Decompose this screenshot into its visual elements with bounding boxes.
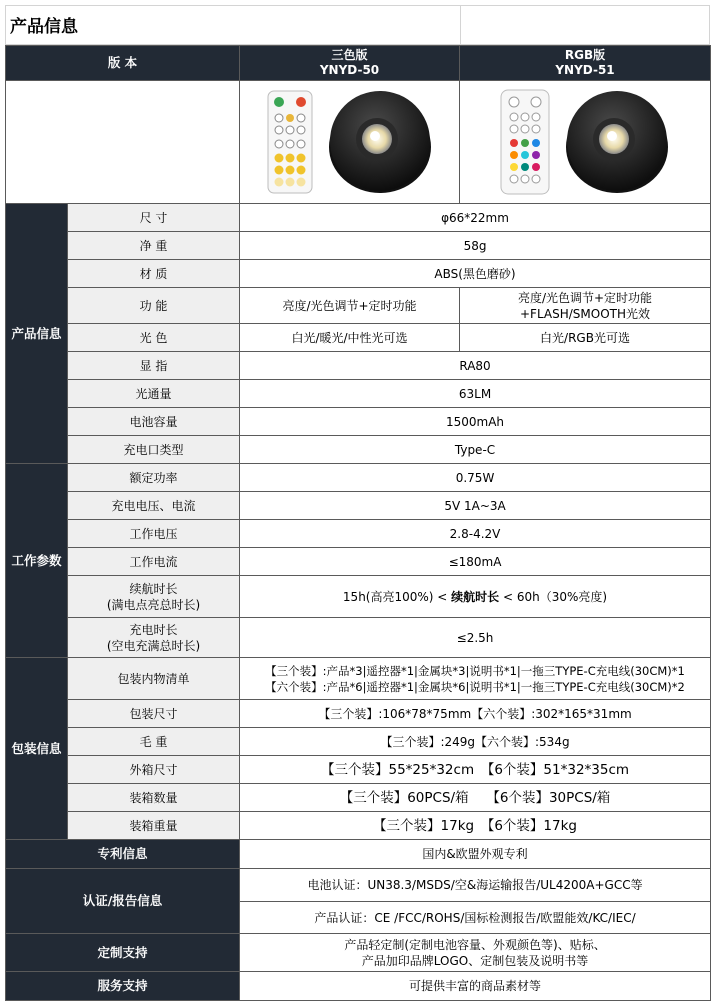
row-label-pack-size: 包装尺寸 (68, 700, 240, 728)
table-row (6, 576, 711, 618)
row-value-endurance (240, 576, 711, 618)
row-value-cert-battery: 电池认证：UN38.3/MSDS/空&海运输报告/UL4200A+GCC等 (240, 869, 711, 902)
row-value-size: φ66*22mm (240, 204, 711, 232)
row-value-carton-weight: 【三个装】17kg 【6个装】17kg (240, 812, 711, 840)
endurance-pre: 15h(高亮100%) < (342, 589, 452, 604)
rgb-remote-control-icon (500, 89, 550, 195)
row-label-carton-qty: 装箱数量 (68, 784, 240, 812)
image-col2 (460, 81, 711, 204)
image-label-cell (6, 81, 240, 204)
version-col1 (240, 46, 460, 81)
row-label-material: 材 质 (68, 260, 240, 288)
table-row (6, 618, 711, 658)
row-value-carton-size: 【三个装】55*25*32cm 【6个装】51*32*35cm (240, 756, 711, 784)
function-col2-line1: 亮度/光色调节+定时功能 (517, 290, 653, 305)
table-row (6, 380, 711, 408)
row-label-port: 充电口类型 (68, 436, 240, 464)
charge-time-label-line2: (空电充满总时长) (106, 638, 201, 653)
function-col2-line2: +FLASH/SMOOTH光效 (520, 306, 651, 321)
row-label-rated-power: 额定功率 (68, 464, 240, 492)
row-value-light-color-col2: 白光/RGB光可选 (460, 324, 711, 352)
version-col1-model: YNYD-50 (319, 63, 380, 77)
group-product-info: 产品信息 (6, 204, 68, 464)
table-row (6, 324, 711, 352)
version-col2-model: YNYD-51 (555, 63, 615, 77)
table-row (6, 408, 711, 436)
row-value-voltage: 2.8-4.2V (240, 520, 711, 548)
table-row (6, 260, 711, 288)
row-label-charge-time (68, 618, 240, 658)
table-row (6, 520, 711, 548)
row-value-carton-qty: 【三个装】60PCS/箱 【6个装】30PCS/箱 (240, 784, 711, 812)
row-label-carton-weight: 装箱重量 (68, 812, 240, 840)
table-row (6, 232, 711, 260)
group-work-params: 工作参数 (6, 464, 68, 658)
row-label-endurance (68, 576, 240, 618)
puck-light-icon (564, 89, 670, 195)
endurance-label-line1: 续航时长 (129, 581, 178, 596)
version-col2-name: RGB版 (564, 48, 606, 62)
group-service: 服务支持 (6, 972, 240, 1001)
contents-line2: 【六个装】:产品*6|遥控器*1|金属块*6|说明书*1|一拖三TYPE-C充电线(30CM)*2 (265, 679, 685, 694)
spec-table (5, 45, 711, 1001)
remote-control-icon (267, 90, 313, 194)
row-value-charge-time: ≤2.5h (240, 618, 711, 658)
endurance-post: < 60h（30%亮度) (499, 589, 608, 604)
table-row (6, 840, 711, 869)
row-label-voltage: 工作电压 (68, 520, 240, 548)
row-value-current: ≤180mA (240, 548, 711, 576)
table-row (6, 756, 711, 784)
row-label-carton-size: 外箱尺寸 (68, 756, 240, 784)
row-label-battery: 电池容量 (68, 408, 240, 436)
version-col2 (460, 46, 711, 81)
endurance-mid: 续航时长 (451, 589, 500, 604)
row-value-charge-vi: 5V 1A~3A (240, 492, 711, 520)
row-value-lumen: 63LM (240, 380, 711, 408)
table-row (6, 288, 711, 324)
row-value-rated-power: 0.75W (240, 464, 711, 492)
table-row (6, 812, 711, 840)
row-value-pack-size: 【三个装】:106*78*75mm【六个装】:302*165*31mm (240, 700, 711, 728)
page-title: 产品信息 (10, 17, 78, 37)
version-col1-name: 三色版 (331, 48, 368, 62)
row-label-gross: 毛 重 (68, 728, 240, 756)
row-value-custom (240, 934, 711, 972)
table-row (6, 934, 711, 972)
row-value-patent: 国内&欧盟外观专利 (240, 840, 711, 869)
row-value-battery: 1500mAh (240, 408, 711, 436)
group-customization: 定制支持 (6, 934, 240, 972)
row-label-contents: 包装内物清单 (68, 658, 240, 700)
row-value-service: 可提供丰富的商品素材等 (240, 972, 711, 1001)
table-row (6, 436, 711, 464)
endurance-label-line2: (满电点亮总时长) (106, 597, 201, 612)
row-value-light-color-col1: 白光/暖光/中性光可选 (240, 324, 460, 352)
row-label-lumen: 光通量 (68, 380, 240, 408)
row-value-gross: 【三个装】:249g【六个装】:534g (240, 728, 711, 756)
row-value-function-col2 (460, 288, 711, 324)
title-divider (460, 6, 461, 44)
table-row (6, 784, 711, 812)
table-row (6, 972, 711, 1001)
row-label-current: 工作电流 (68, 548, 240, 576)
row-label-size: 尺 寸 (68, 204, 240, 232)
custom-line2: 产品加印品牌LOGO、定制包装及说明书等 (361, 953, 589, 968)
image-col1 (240, 81, 460, 204)
group-patent: 专利信息 (6, 840, 240, 869)
charge-time-label-line1: 充电时长 (129, 622, 178, 637)
row-value-material: ABS(黑色磨砂) (240, 260, 711, 288)
group-packaging: 包装信息 (6, 658, 68, 840)
version-row (6, 46, 711, 81)
row-label-cri: 显 指 (68, 352, 240, 380)
title-row (5, 5, 710, 45)
row-label-function: 功 能 (68, 288, 240, 324)
table-row (6, 728, 711, 756)
table-row (6, 492, 711, 520)
row-label-charge-vi: 充电电压、电流 (68, 492, 240, 520)
row-value-contents (240, 658, 711, 700)
row-value-weight: 58g (240, 232, 711, 260)
contents-line1: 【三个装】:产品*3|遥控器*1|金属块*3|说明书*1|一拖三TYPE-C充电线(30CM)*1 (265, 663, 685, 678)
table-row (6, 658, 711, 700)
image-row (6, 81, 711, 204)
row-value-cri: RA80 (240, 352, 711, 380)
table-row (6, 869, 711, 902)
row-value-port: Type-C (240, 436, 711, 464)
table-row (6, 464, 711, 492)
row-value-cert-product: 产品认证：CE /FCC/ROHS/国标检测报告/欧盟能效/KC/IEC/ (240, 902, 711, 934)
custom-line1: 产品轻定制(定制电池容量、外观颜色等)、贴标、 (344, 937, 606, 952)
table-row (6, 548, 711, 576)
row-label-weight: 净 重 (68, 232, 240, 260)
row-label-light-color: 光 色 (68, 324, 240, 352)
group-certification: 认证/报告信息 (6, 869, 240, 934)
table-row (6, 204, 711, 232)
table-row (6, 700, 711, 728)
table-row (6, 352, 711, 380)
row-value-function-col1: 亮度/光色调节+定时功能 (240, 288, 460, 324)
puck-light-icon (327, 89, 433, 195)
version-label: 版 本 (6, 46, 240, 81)
